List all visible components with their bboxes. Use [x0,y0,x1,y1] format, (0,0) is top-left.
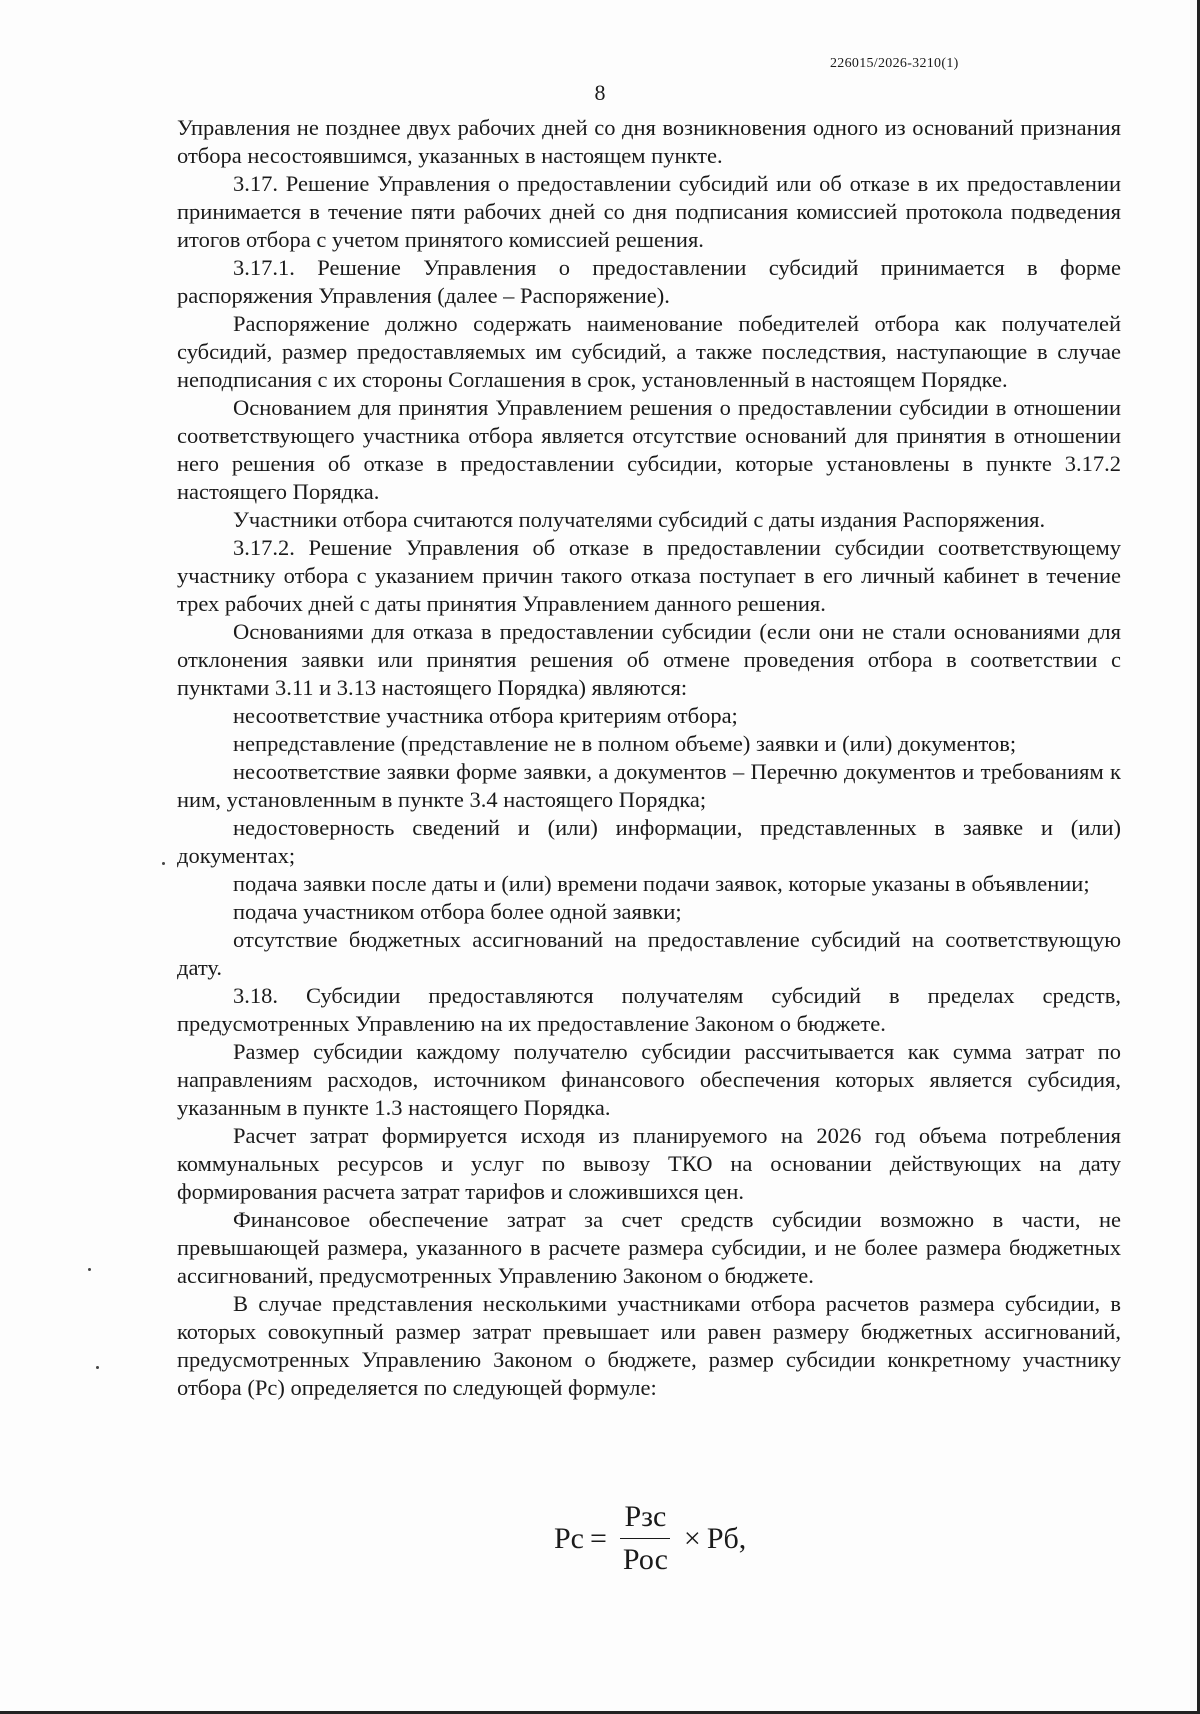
paragraph: 3.18. Субсидии предоставляются получателям субсидий в пределах средств, предусмотренных Управлению на их предоставление Законом о бюджете. [177,983,1121,1036]
scan-speck [88,1268,91,1271]
formula-lhs: Рс [554,1521,584,1555]
list-item: подача участником отбора более одной заявки; [233,899,682,924]
scan-speck [162,862,165,865]
document-id: 226015/2026-3210(1) [830,56,959,71]
formula-denominator: Рос [622,1543,668,1576]
formula-rhs: Рб, [706,1521,747,1555]
list-item: несоответствие участника отбора критериям отбора; [233,703,738,728]
paragraph: Финансовое обеспечение затрат за счет средств субсидии возможно в части, не превышающей размера, указанного в расчете размера субсидии, и не более размера бюджетных ассигнований, предусмотренных Управлению Законом о бюджете. [177,1207,1121,1288]
list-item: недостоверность сведений и (или) информации, представленных в заявке и (или) документах; [177,815,1121,868]
list-item: несоответствие заявки форме заявки, а документов – Перечню документов и требованиям к ним, установленным в пункте 3.4 настоящего Порядка; [177,759,1121,812]
paragraph: Основаниями для отказа в предоставлении субсидии (если они не стали основаниями для отклонения заявки или принятия решения об отмене проведения отбора в соответствии с пунктами 3.11 и 3.13 настоящего Порядка) являются: [177,619,1121,700]
list-item: непредставление (представление не в полном объеме) заявки и (или) документов; [233,731,1017,756]
list-item: отсутствие бюджетных ассигнований на предоставление субсидий на соответствующую дату. [177,927,1121,980]
paragraph: 3.17.2. Решение Управления об отказе в предоставлении субсидии соответствующему участнику отбора с указанием причин такого отказа поступает в его личный кабинет в течение трех рабочих дней с даты принятия Управлением данного решения. [177,535,1121,616]
subsidy-formula [554,1498,746,1579]
formula-times: × [683,1521,701,1555]
paragraph: Управления не позднее двух рабочих дней со дня возникновения одного из оснований признания отбора несостоявшимся, указанных в настоящем пункте. [177,115,1121,168]
list-item: подача заявки после даты и (или) времени подачи заявок, которые указаны в объявлении; [233,871,1090,896]
formula-equals: = [590,1521,607,1555]
document-body [177,114,1121,1402]
formula-numerator: Рзс [620,1498,670,1539]
paragraph: Распоряжение должно содержать наименование победителей отбора как получателей субсидий, размер предоставляемых им субсидий, а также последствия, наступающие в случае неподписания с их стороны Соглашения в срок, установленный в настоящем Порядке. [177,311,1121,392]
formula-fraction [619,1498,672,1579]
paragraph: Основанием для принятия Управлением решения о предоставлении субсидии в отношении соответствующего участника отбора является отсутствие оснований для принятия в отношении него решения об отказе в предоставлении субсидии, которые установлены в пункте 3.17.2 настоящего Порядка. [177,395,1121,504]
paragraph: Участники отбора считаются получателями субсидий с даты издания Распоряжения. [233,507,1046,532]
paragraph: В случае представления несколькими участниками отбора расчетов размера субсидии, в которых совокупный размер затрат превышает или равен размеру бюджетных ассигнований, предусмотренных Управлению Законом о бюджете, размер субсидии конкретному участнику отбора (Рс) определяется по следующей формуле: [177,1291,1121,1400]
scan-speck [96,1366,99,1369]
paragraph: Размер субсидии каждому получателю субсидии рассчитывается как сумма затрат по направлениям расходов, источником финансового обеспечения которых является субсидия, указанным в пункте 1.3 настоящего Порядка. [177,1039,1121,1120]
paragraph: Расчет затрат формируется исходя из планируемого на 2026 год объема потребления коммунальных ресурсов и услуг по вывозу ТКО на основании действующих на дату формирования расчета затрат тарифов и сложившихся цен. [177,1123,1121,1204]
paragraph: 3.17.1. Решение Управления о предоставлении субсидий принимается в форме распоряжения Управления (далее – Распоряжение). [177,255,1121,308]
page-number: 8 [594,80,606,105]
paragraph: 3.17. Решение Управления о предоставлении субсидий или об отказе в их предоставлении принимается в течение пяти рабочих дней со дня подписания комиссией протокола подведения итогов отбора с учетом принятого комиссией решения. [177,171,1121,252]
